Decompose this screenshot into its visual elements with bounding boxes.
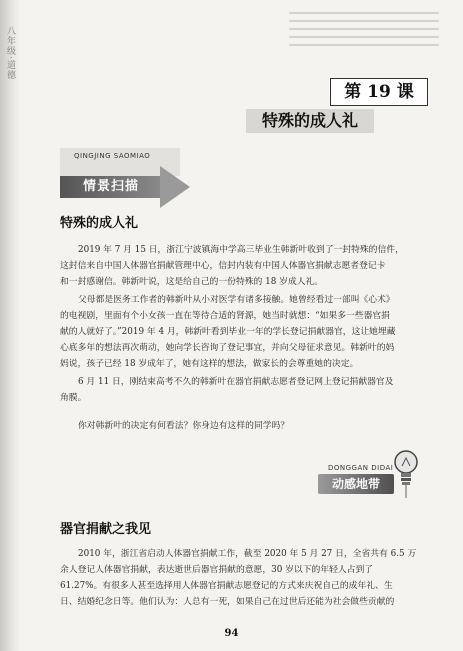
text-line: 献的人就好了。”2019 年 4 月，韩新叶看到毕业一年的学长登记捐献器官，这让她埋藏 [60, 327, 396, 337]
text-line: 这封信来自中国人体器官捐献管理中心，信封内装有中国人体器官捐献志愿者登记卡 [60, 261, 386, 271]
text-line: 6 月 11 日，刚结束高考不久的韩新叶在器官捐献志愿者登记网上登记捐献器官及 [78, 377, 394, 387]
book-spine-shadow [0, 0, 20, 651]
lesson-number-box [330, 78, 428, 106]
opinion-paragraph [60, 546, 420, 610]
text-line: 日、结婚纪念日等。他们认为：人总有一死，如果自己在过世后还能为社会做些贡献的 [60, 597, 395, 607]
section-scene-label: 情景扫描 [82, 179, 139, 194]
page-number: 94 [224, 628, 239, 639]
lesson-title: 特殊的成人礼 [261, 111, 358, 130]
story-heading: 特殊的成人礼 [60, 216, 139, 231]
text-line: 2010 年，浙江省启动人体器官捐献工作，截至 2020 年 5 月 27 日，全省共有 6.5 万 [78, 549, 417, 559]
text-line: 妈说，孩子已经 18 岁成年了，她有这样的想法，做家长的会尊重她的决定。 [60, 359, 359, 369]
opinion-heading: 器官捐献之我见 [60, 522, 152, 537]
story-paragraph-2 [60, 292, 420, 372]
text-line: 角膜。 [60, 393, 87, 403]
bleed-through-text [289, 6, 439, 66]
spine-running-text: 八年级·道德 [5, 26, 15, 80]
lesson-number: 第 19 课 [344, 82, 414, 102]
story-paragraph-3 [60, 374, 420, 406]
story-paragraph-1 [60, 242, 420, 290]
text-line: 心底多年的想法再次萌动，她向学长咨询了登记事宜，并向父母征求意见。韩新叶的妈 [60, 343, 395, 353]
text-line: 和一封感谢信。韩新叶说，这是给自己的一份特殊的 18 岁成人礼。 [60, 277, 324, 287]
text-line: 2019 年 7 月 15 日，浙江宁波镇海中学高三毕业生韩新叶收到了一封特殊的信件， [78, 245, 404, 255]
section-dynamic-label: 动感地带 [331, 477, 380, 491]
text-line: 61.27%。有很多人甚至选择用人体器官捐献志愿登记的方式来庆祝自己的成年礼、生 [60, 581, 393, 591]
section-scene-pinyin: QINGJING SAOMIAO [74, 152, 151, 160]
lightbulb-icon [392, 446, 420, 498]
text-line: 的电视剧，里面有个小女孩一直在等待合适的肾源，她当时就想：“如果多一些器官捐 [60, 311, 390, 321]
question-line: 你对韩新叶的决定有何看法？你身边有这样的同学吗？ [78, 421, 290, 431]
text-line: 父母都是医务工作者的韩新叶从小对医学有诸多接触。她曾经看过一部叫《心术》 [78, 295, 395, 305]
story-question [78, 418, 418, 434]
text-line: 余人登记人体器官捐献，表达逝世后器官捐献的意愿，30 岁以下的年轻人占到了 [60, 565, 374, 575]
arrow-icon [160, 166, 190, 208]
section-dynamic-pinyin: DONGGAN DIDAI [328, 464, 394, 472]
